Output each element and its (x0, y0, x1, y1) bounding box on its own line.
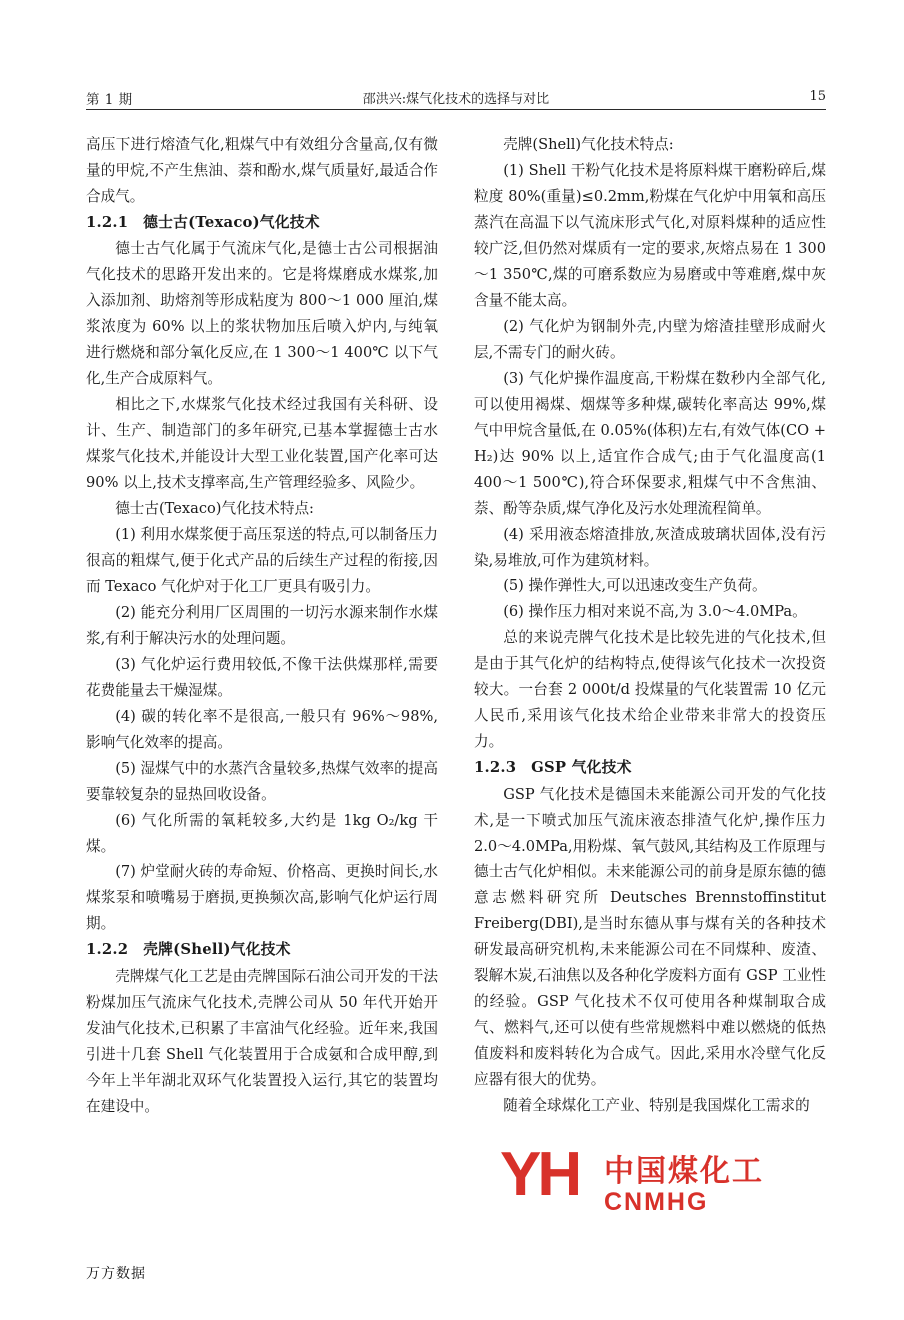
paragraph: (7) 炉堂耐火砖的寿命短、价格高、更换时间长,水煤浆泵和喷嘴易于磨损,更换频次高,影响气化炉运行周期。 (86, 863, 438, 933)
paragraph: 德士古(Texaco)气化技术特点: (115, 499, 314, 517)
section-heading-1-2-3: 1.2.3 GSP 气化技术 (474, 759, 632, 777)
paragraph: (6) 操作压力相对来说不高,为 3.0～4.0MPa。 (503, 603, 807, 621)
paragraph: 相比之下,水煤浆气化技术经过我国有关科研、设计、生产、制造部门的多年研究,已基本掌握德士古水煤浆气化技术,并能设计大型工业化装置,国产化率可达 90% 以上,技术支撑率高,生产管理经验多、风险少。 (86, 396, 438, 491)
paragraph: (5) 湿煤气中的水蒸汽含量较多,热煤气效率的提高要靠较复杂的显热回收设备。 (86, 759, 438, 803)
paragraph: (6) 气化所需的氧耗较多,大约是 1kg O₂/kg 干煤。 (86, 811, 438, 855)
paragraph: (2) 能充分利用厂区周围的一切污水源来制作水煤浆,有利于解决污水的处理问题。 (86, 603, 438, 647)
running-title: 邵洪兴:煤气化技术的选择与对比 (362, 92, 550, 107)
left-column (86, 132, 438, 1120)
paragraph: (4) 采用液态熔渣排放,灰渣成玻璃状固体,没有污染,易堆放,可作为建筑材料。 (474, 525, 826, 569)
paragraph: 德士古气化属于气流床气化,是德士古公司根据油气化技术的思路开发出来的。它是将煤磨成水煤浆,加入添加剂、助熔剂等形成粘度为 800～1 000 厘泊,煤浆浓度为 60% 以上的浆状物加压后喷入炉内,与纯氧进行燃烧和部分氧化反应,在 1 300～1 400℃ 以下气化,生产合成原料气。 (86, 240, 438, 388)
watermark-logo-icon: YH (500, 1140, 579, 1209)
paragraph: (1) Shell 干粉气化技术是将原料煤干磨粉碎后,煤粒度 80%(重量)≤0.2mm,粉煤在气化炉中用氧和高压蒸汽在高温下以气流床形式气化,对原料煤种的适应性较广泛,但仍然对煤质有一定的要求,灰熔点易在 1 300～1 350℃,煤的可磨系数应为易磨或中等难磨,煤中灰含量不能太高。 (474, 161, 826, 309)
issue-label: 第 1 期 (86, 92, 133, 108)
paragraph: 高压下进行熔渣气化,粗煤气中有效组分含量高,仅有微量的甲烷,不产生焦油、萘和酚水,煤气质量好,最适合作合成气。 (86, 136, 438, 205)
paragraph: 壳牌(Shell)气化技术特点: (503, 136, 674, 153)
header-rule (86, 109, 826, 110)
paragraph: (4) 碳的转化率不是很高,一般只有 96%～98%,影响气化效率的提高。 (86, 707, 438, 751)
paragraph: (3) 气化炉运行费用较低,不像干法供煤那样,需要花费能量去干燥湿煤。 (86, 655, 438, 699)
paragraph: 随着全球煤化工产业、特别是我国煤化工需求的 (503, 1097, 810, 1115)
section-heading-1-2-1: 1.2.1 德士古(Texaco)气化技术 (86, 213, 320, 231)
section-heading-1-2-2: 1.2.2 壳牌(Shell)气化技术 (86, 941, 291, 959)
paragraph: (3) 气化炉操作温度高,干粉煤在数秒内全部气化,可以使用褐煤、烟煤等多种煤,碳转化率高达 99%,煤气中甲烷含量低,在 0.05%(体积)左右,有效气体(CO + H₂)达 90% 以上,适宜作合成气;由于气化温度高(1 400～1 500℃),符合环保要求,粗煤气中不含焦油、萘、酚等杂质,煤气净化及污水处理流程简单。 (474, 369, 826, 517)
page-header (86, 88, 826, 116)
page-number: 15 (809, 89, 826, 104)
watermark-english-label: CNMHG (604, 1188, 709, 1216)
paragraph: 壳牌煤气化工艺是由壳牌国际石油公司开发的干法粉煤加压气流床气化技术,壳牌公司从 50 年代开始开发油气化技术,已积累了丰富油气化经验。近年来,我国引进十几套 Shell 气化装置用于合成氨和合成甲醇,到今年上半年湖北双环气化装置投入运行,其它的装置均在建设中。 (86, 967, 438, 1115)
paragraph: GSP 气化技术是德国未来能源公司开发的气化技术,是一下喷式加压气流床液态排渣气化炉,操作压力 2.0～4.0MPa,用粉煤、氧气鼓风,其结构及工作原理与德士古气化炉相似。未来能源公司的前身是原东德的德意志燃料研究所 Deutsches Brennstoffinstitut Freiberg(DBI),是当时东德从事与煤有关的各种技术研发最高研究机构,未来能源公司在不同煤种、废渣、裂解木炭,石油焦以及各种化学废料方面有 GSP 工业性的经验。GSP 气化技术不仅可使用各种煤制取合成气、燃料气,还可以使有些常规燃料中难以燃烧的低热值废料和废料转化为合成气。因此,采用水冷壁气化反应器有很大的优势。 (474, 785, 826, 1089)
watermark-chinese-label: 中国煤化工 (604, 1154, 764, 1189)
page-footer: 万方数据 (86, 1266, 146, 1282)
right-column (474, 132, 826, 1119)
paragraph: (1) 利用水煤浆便于高压泵送的特点,可以制备压力很高的粗煤气,便于化式产品的后续生产过程的衔接,因而 Texaco 气化炉对于化工厂更具有吸引力。 (86, 525, 438, 595)
paragraph: 总的来说壳牌气化技术是比较先进的气化技术,但是由于其气化炉的结构特点,使得该气化技术一次投资较大。一台套 2 000t/d 投煤量的气化装置需 10 亿元人民币,采用该气化技术给企业带来非常大的投资压力。 (474, 629, 826, 751)
paragraph: (2) 气化炉为钢制外壳,内壁为熔渣挂壁形成耐火层,不需专门的耐火砖。 (474, 317, 826, 361)
paragraph: (5) 操作弹性大,可以迅速改变生产负荷。 (503, 577, 767, 595)
watermark (500, 1140, 830, 1235)
